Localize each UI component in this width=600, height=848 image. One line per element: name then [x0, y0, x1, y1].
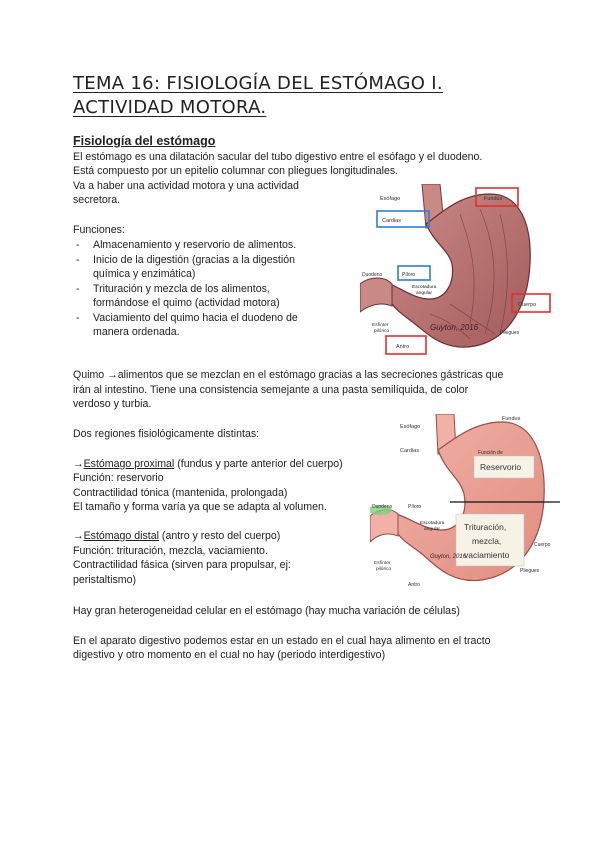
label-esfinter-2: pilórico	[374, 329, 390, 334]
proximal-heading: →Estómago proximal (fundus y parte anterior del cuerpo)	[73, 458, 343, 470]
label-guyton-2: Guyton, 2016	[430, 554, 467, 560]
label-esofago: Esófago	[380, 196, 401, 202]
funciones-list	[73, 238, 323, 340]
label-box-3: vaciamiento	[464, 550, 510, 560]
stomach-diagram-2	[370, 414, 560, 590]
proximal-funcion: Función: reservorio	[73, 472, 164, 484]
aparato-line-2: digestivo y otro momento en el cual no hay (periodo interdigestivo)	[73, 649, 386, 661]
distal-contractilidad-1: Contractilidad fásica (sirven para propulsar, ej:	[73, 559, 291, 571]
intro-line-3a: Va a haber una actividad motora y una actividad	[73, 180, 299, 192]
label-reservorio: Reservorio	[480, 462, 522, 472]
label-cardias-2: Cardias	[400, 448, 419, 454]
label-fundus-2: Fundus	[502, 416, 521, 422]
label-pliegues-2: Pliegues	[520, 568, 540, 574]
label-duodeno-2: Duodeno	[372, 504, 393, 510]
label-pliegues: Pliegues	[500, 330, 520, 336]
label-escotadura-2b: angular	[424, 527, 441, 532]
label-esfinter-2a: Esfínter	[374, 561, 391, 566]
intro-line-1: El estómago es una dilatación sacular del tubo digestivo entre el esófago y el duodeno.	[73, 151, 483, 163]
label-guyton: Guyton, 2016	[430, 323, 479, 332]
aparato-line-1: En el aparato digestivo podemos estar en un estado en el cual haya alimento en el tracto	[73, 635, 491, 647]
label-esfinter-2b: pilórico	[376, 567, 392, 572]
list-item: - Trituración y mezcla de los alimentos, formándose el quimo (actividad motora)	[73, 282, 323, 310]
label-escotadura: Escotadura	[412, 285, 437, 290]
label-escotadura-2a: Escotadura	[420, 521, 445, 526]
label-esfinter: Esfínter	[372, 323, 389, 328]
list-item: - Inicio de la digestión (gracias a la digestión química y enzimática)	[73, 253, 323, 281]
label-fundus: Fundus	[484, 196, 503, 202]
label-box-2: mezcla,	[472, 536, 502, 546]
label-cuerpo-2: Cuerpo	[534, 542, 551, 548]
intro-line-2: Está compuesto por un epitelio columnar con pliegues longitudinales.	[73, 165, 399, 177]
distal-funcion: Función: trituración, mezcla, vaciamiento.	[73, 545, 268, 557]
quimo-line-1: Quimo →alimentos que se mezclan en el estómago gracias a las secreciones gástricas que	[73, 369, 504, 381]
heterogeneidad-text: Hay gran heterogeneidad celular en el estómago (hay mucha variación de células)	[73, 605, 460, 617]
label-piloro-2: Píloro	[408, 504, 422, 510]
list-item: - Vaciamiento del quimo hacia el duodeno de manera ordenada.	[73, 311, 323, 339]
quimo-line-2: irán al intestino. Tiene una consistencia semejante a una pasta semilíquida, de color	[73, 384, 469, 396]
list-item: - Almacenamiento y reservorio de alimentos.	[73, 238, 323, 252]
label-funcion-de: Función de	[478, 450, 503, 456]
distal-heading: →Estómago distal (antro y resto del cuerpo)	[73, 530, 281, 542]
label-antro: Antro	[396, 344, 410, 350]
label-escotadura-2: angular	[416, 291, 433, 296]
page-title: TEMA 16: FISIOLOGÍA DEL ESTÓMAGO I. ACTIVIDAD MOTORA.	[73, 73, 443, 118]
distal-contractilidad-2: peristaltismo)	[73, 574, 136, 586]
label-box-1: Trituración,	[464, 522, 507, 532]
label-cuerpo: Cuerpo	[518, 302, 537, 308]
regiones-text: Dos regiones fisiológicamente distintas:	[73, 428, 260, 440]
proximal-contractilidad: Contractilidad tónica (mantenida, prolongada)	[73, 487, 288, 499]
stomach-diagram-1	[360, 184, 560, 356]
funciones-label: Funciones:	[73, 224, 125, 236]
label-esofago-2: Esófago	[400, 424, 421, 430]
label-antro-2: Antro	[408, 582, 420, 588]
label-duodeno: Duodeno	[362, 272, 383, 278]
label-piloro: Píloro	[402, 272, 416, 278]
label-cardias: Cardias	[382, 218, 401, 224]
section-heading: Fisiología del estómago	[73, 134, 216, 148]
proximal-tamano: El tamaño y forma varía ya que se adapta al volumen.	[73, 501, 327, 513]
quimo-line-3: verdoso y turbia.	[73, 398, 152, 410]
intro-line-3b: secretora.	[73, 194, 121, 206]
